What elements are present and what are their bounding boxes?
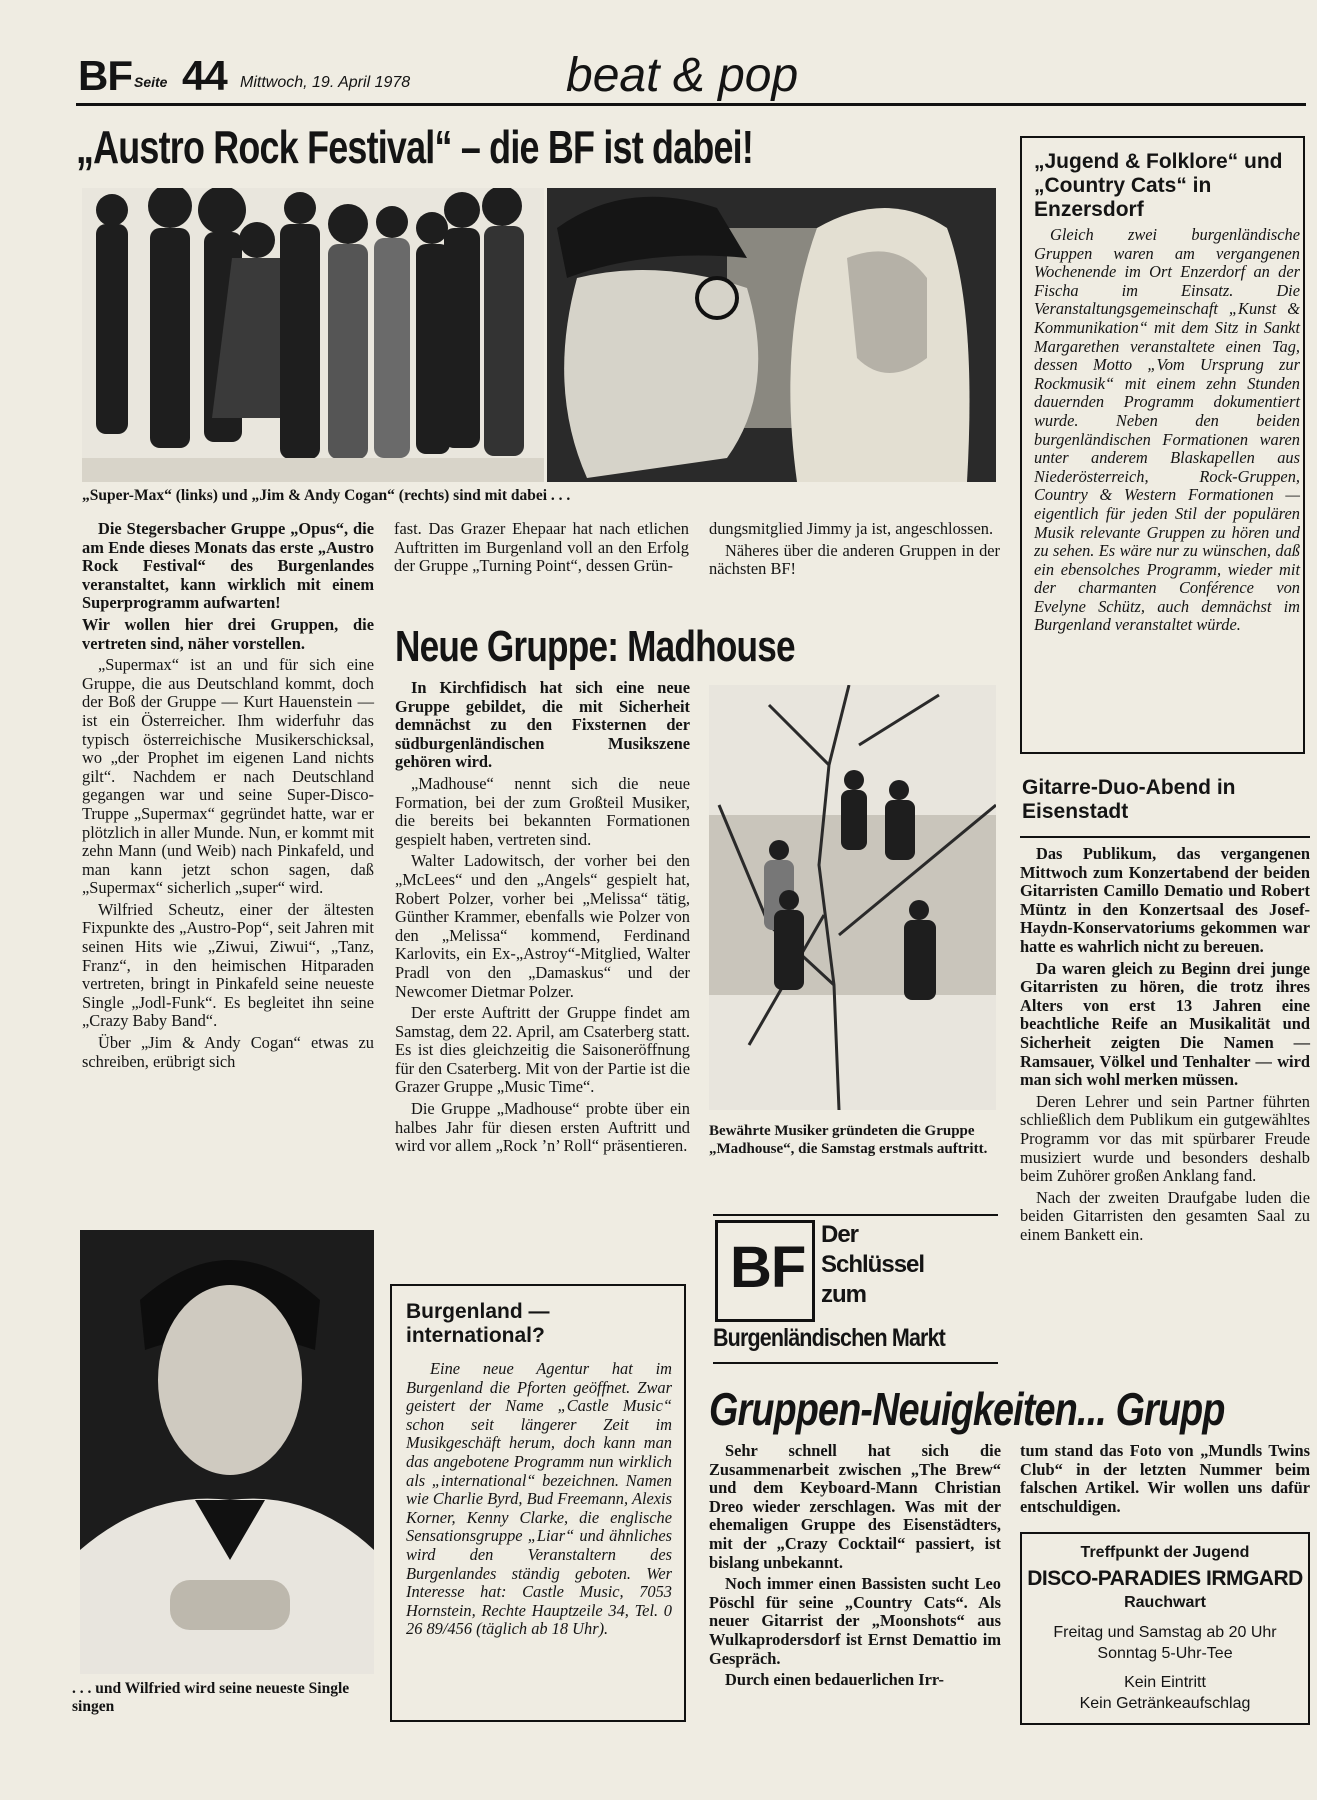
main-paragraph: Wilfried Scheutz, einer der ältesten Fixpunkte des „Austro-Pop“, seit Jahren mit seinen Hits wie „Ziwui, Ziwui“, „Tanz, Franz“, in den heimischen Hitparaden vertreten, bringt in Pinkafeld seine neueste Single „Jodl-Funk“. Es begleitet ihn seine „Crazy Baby Band“. [82, 899, 374, 1031]
gruppen-paragraph: tum stand das Foto von „Mundls Twins Club“ in der letzten Nummer beim falschen Artikel. Wir wollen uns dafür entschuldigen. [1020, 1441, 1310, 1516]
disco-note1: Kein Eintritt [1124, 1674, 1206, 1691]
header-logo: BF [78, 52, 132, 99]
jugend-box [1020, 136, 1305, 754]
gruppen-headline: Gruppen-Neuigkeiten... Grupp [709, 1383, 1225, 1435]
main-paragraph: Über „Jim & Andy Cogan“ etwas zu schreiben, erübrigt sich [82, 1033, 374, 1071]
madhouse-paragraph: Der erste Auftritt der Gruppe findet am Samstag, dem 22. April, am Csaterberg statt. Es ist dies gleichzeitig die Saisoneröffnung für den Csaterberg. Mit von der Partie ist die Grazer Gruppe „Music Time“. [395, 1003, 690, 1097]
main-article-col1 [82, 520, 374, 1074]
main-paragraph: Näheres über die anderen Gruppen in der nächsten BF! [709, 540, 1000, 579]
madhouse-headline: Neue Gruppe: Madhouse [395, 622, 795, 671]
main-headline: „Austro Rock Festival“ – die BF ist dabei! [76, 121, 754, 173]
bf-ad-logo-box [715, 1220, 815, 1322]
page-header [76, 50, 1306, 108]
gitarre-p2: Da waren gleich zu Beginn drei junge Gitarristen zu hören, die trotz ihres Alters von erst 13 Jahren eine beachtliche Reife an Musikalität und Sicherheit zeigten Die Namen — Ramsauer, Völkel und Tenhalter — wird man sich wohl merken müssen. [1020, 958, 1310, 1090]
madhouse-lead: In Kirchfidisch hat sich eine neue Gruppe gebildet, die mit Sicherheit demnächst zu den Fixsternen der südburgenländischen Musikszene gehören wird. [395, 678, 690, 772]
madhouse-paragraph: Walter Ladowitsch, der vorher bei den „McLees“ und den „Angels“ gespielt hat, Robert Polzer, vorher bei „Melissa“ tätig, Günther Krammer, ebenfalls wie Polzer von den „Melissa“ kommend, Ferdinand Karlovits, ein Ex-„Astroy“-Mitglied, Walter Pradl von den „Damaskus“ und der Newcomer Dietmar Polzer. [395, 851, 690, 1001]
disco-name: DISCO-PARADIES IRMGARD [1027, 1567, 1303, 1590]
gitarre-col [1020, 845, 1310, 1247]
bf-ad-line4: Burgenländischen Markt [713, 1324, 945, 1352]
bf-ad-line2: Schlüssel [821, 1251, 925, 1278]
disco-place: Rauchwart [1124, 1594, 1206, 1611]
supermax-photo [82, 188, 544, 482]
bf-ad-top-rule [713, 1214, 998, 1216]
bf-ad-line1: Der [821, 1221, 859, 1248]
disco-hours1: Freitag und Samstag ab 20 Uhr [1053, 1624, 1277, 1641]
madhouse-photo [709, 685, 996, 1110]
header-date: Mittwoch, 19. April 1978 [240, 74, 411, 91]
gitarre-paragraph: Nach der zweiten Draufgabe luden die beiden Gitarristen den gesamten Saal zu einem Bankett ein. [1020, 1187, 1310, 1244]
main-lead-2: Wir wollen hier drei Gruppen, die vertreten sind, näher vorstellen. [82, 614, 374, 653]
burgenland-text: Eine neue Agentur hat im Burgenland die Pforten geöffnet. Zwar geistert der Name „Castle Music“ schon seit längerer Zeit im Musikgeschäft herum, doch kann man das angebotene Programm nun wirklich als „international“ bezeichnen. Namen wie Charlie Byrd, Bud Freemann, Alexis Korner, Kenny Clarke, die englische Sensationsgruppe „Liar“ und ähnliches wird den Veranstaltern des Burgenlandes ständig geboten. Wer Interesse hat: Castle Music, 7053 Hornstein, Rechte Hauptzeile 34, Tel. 0 26 89/456 (täglich ab 18 Uhr). [406, 1359, 672, 1639]
main-lead: Die Stegersbacher Gruppe „Opus“, die am Ende dieses Monats das erste „Austro Rock Festival“ des Burgenlandes veranstaltet, kann wirklich mit einem Superprogramm aufwarten! [82, 519, 374, 613]
main-article-col3 [709, 520, 1000, 582]
gruppen-col2 [1020, 1442, 1310, 1519]
gruppen-paragraph: Noch immer einen Bassisten sucht Leo Pöschl für seine „Country Cats“. Als neuer Gitarrist der „Moonshots“ aus Wulkaprodersdorf ist Ernst Demattio im Gespräch. [709, 1574, 1001, 1668]
section-title: beat & pop [566, 49, 799, 102]
main-article-col2 [394, 520, 689, 579]
disco-line1: Treffpunkt der Jugend [1080, 1544, 1250, 1561]
jugend-text: Gleich zwei burgenländische Gruppen waren am vergangenen Wochenende im Ort Enzerdorf an der Fischa im Einsatz. Die Veranstaltungsgemeinschaft „Kunst & Kommunikation“ mit dem Sitz in Sankt Margarethen veranstaltete einen Tag, dessen Motto „Vom Ursprung zur Rockmusik“ mit einem zehn Stunden dauernden Programm dokumentiert wurde. Neben den beiden burgenländischen Formationen waren unter anderem Blaskapellen aus Niederösterreich, Rock-Gruppen, Country & Western Formationen — eigentlich für jeden Stil der populären Musik relevante Gruppen zu hören und zu sehen. Es wäre nur zu wünschen, daß ein ebensolches Programm, wieder mit der charmanten Conférence von Evelyne Schütz, auch demnächst im Burgenland veranstaltet würde. [1034, 225, 1300, 635]
bf-ad-logo: BF [730, 1235, 806, 1300]
gitarre-lead: Das Publikum, das vergangenen Mittwoch zum Konzertabend der beiden Gitarristen Camillo Dematio und Robert Müntz in den Konzertsaal des Josef-Haydn-Konservatoriums gekommen war hatte es wahrlich nicht zu bereuen. [1020, 844, 1310, 956]
seite-label: Seite [134, 74, 168, 90]
madhouse-paragraph: Die Gruppe „Madhouse“ probte über ein halbes Jahr für diesen ersten Auftritt und wird vor allem „Rock ’n’ Roll“ präsentieren. [395, 1099, 690, 1156]
cogan-photo [547, 188, 996, 482]
header-rule [76, 103, 1306, 106]
main-paragraph: dungsmitglied Jimmy ja ist, angeschlossen. [709, 519, 994, 538]
disco-note2: Kein Getränkeaufschlag [1079, 1695, 1251, 1712]
page-number: 44 [182, 52, 227, 99]
jugend-title: „Jugend & Folklore“ und „Country Cats“ in Enzersdorf [1034, 150, 1283, 221]
disco-hours2: Sonntag 5-Uhr-Tee [1097, 1645, 1233, 1662]
bf-ad-line3: zum [821, 1281, 866, 1308]
disco-ad [1020, 1532, 1310, 1725]
main-paragraph: fast. Das Grazer Ehepaar hat nach etlichen Auftritten im Burgenland voll an den Erfolg der Gruppe „Turning Point“, dessen Grün- [394, 519, 689, 576]
bf-ad [713, 1220, 998, 1370]
madhouse-col [395, 679, 690, 1159]
madhouse-caption: Bewährte Musiker gründeten die Gruppe „Madhouse“, die Samstag erstmals auftritt. [709, 1123, 988, 1157]
wilfried-caption: . . . und Wilfried wird seine neueste Single singen [72, 1680, 350, 1715]
gruppen-col1 [709, 1442, 1001, 1693]
gitarre-rule [1020, 836, 1310, 838]
madhouse-paragraph: „Madhouse“ nennt sich die neue Formation, bei der zum Großteil Musiker, die bereits bei bekannten Formationen gespielt haben, vertreten sind. [395, 773, 690, 849]
bf-ad-bottom-rule [713, 1362, 998, 1364]
top-photo-caption: „Super-Max“ (links) und „Jim & Andy Cogan“ (rechts) sind mit dabei . . . [82, 487, 571, 504]
gitarre-title: Gitarre-Duo-Abend in Eisenstadt [1022, 776, 1236, 823]
wilfried-photo [80, 1230, 374, 1674]
gitarre-paragraph: Deren Lehrer und sein Partner führten schließlich dem Publikum ein gutgewähltes Programm vor das mit spürbarer Freude musiziert wurde und besonders deshalb beim Zuhörer großen Anklang fand. [1020, 1091, 1310, 1186]
main-paragraph: „Supermax“ ist an und für sich eine Gruppe, die aus Deutschland kommt, doch der Boß der Gruppe — Kurt Hauenstein — ist ein Österreicher. Ihm widerfuhr das typisch österreichische Musikerschicksal, wo „der Prophet im eigenen Land nichts gilt“. Nachdem er nach Deutschland gegangen war und seine Super-Disco-Truppe „Supermax“ gegründet hatte, war er plötzlich in aller Munde. Nun, er kommt mit zehn Mann (und Weib) nach Pinkafeld, und man kann jetzt schon sagen, daß „Supermax“ sicherlich „super“ wird. [82, 655, 374, 898]
gruppen-paragraph: Durch einen bedauerlichen Irr- [725, 1670, 944, 1690]
burgenland-box [390, 1284, 686, 1722]
burgenland-title: Burgenland — international? [406, 1300, 550, 1347]
gruppen-paragraph: Sehr schnell hat sich die Zusammenarbeit zwischen „The Brew“ und dem Keyboard-Mann Christian Dreo wieder zerschlagen. Was mit der ehemaligen Gruppe des Eisenstädters, mit der „Crazy Cocktail“ passiert, ist bislang unbekannt. [709, 1441, 1001, 1572]
